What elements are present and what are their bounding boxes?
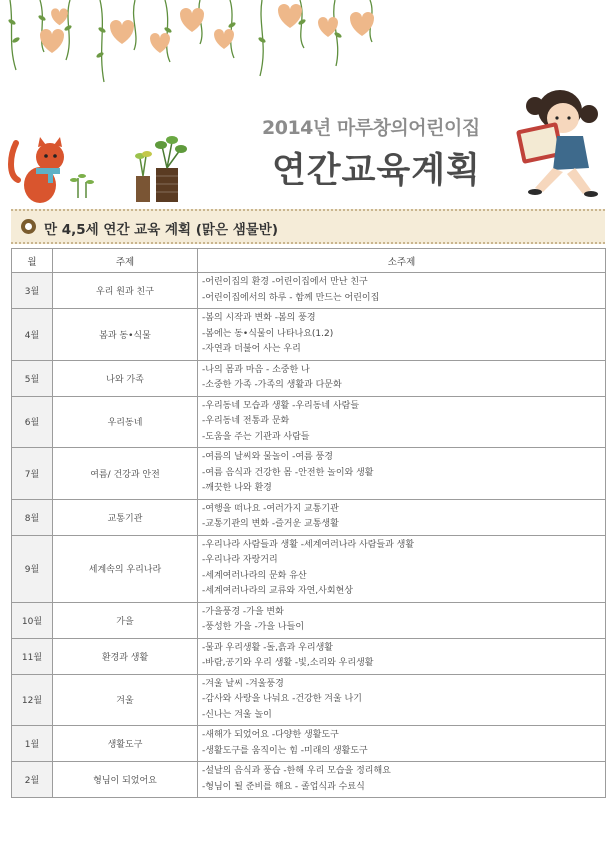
subtopic-line: -우리동네 전통과 문화 — [202, 416, 290, 426]
subtopic-line: -겨울 날씨 -겨울풍경 — [202, 678, 284, 689]
month-cell: 9월 — [12, 535, 53, 602]
table-row — [12, 448, 606, 500]
column-header-subtopics: 소주제 — [198, 249, 606, 273]
column-header-month: 월 — [12, 249, 53, 273]
month-cell: 5월 — [12, 360, 53, 396]
table-row — [12, 726, 606, 762]
subtopic-line: -여름의 날씨와 물놀이 -여름 풍경 — [202, 452, 333, 462]
month-cell: 2월 — [12, 762, 53, 798]
subtopics-cell — [198, 638, 606, 674]
section-title: 만 4,5세 연간 교육 계획 (맑은 샘물반) — [44, 222, 278, 238]
annual-plan-table — [11, 248, 606, 798]
topic-cell: 환경과 생활 — [53, 638, 198, 674]
subtopic-line: -나의 몸과 마음 - 소중한 나 — [202, 364, 310, 375]
table-row — [12, 602, 606, 638]
month-cell: 4월 — [12, 309, 53, 361]
subtopics-cell — [198, 602, 606, 638]
subtopic-line: -생활도구를 움직이는 힘 -미래의 생활도구 — [202, 745, 368, 756]
subtopic-line: -여름 음식과 건강한 몸 -안전한 놀이와 생활 — [202, 467, 374, 478]
subtopic-line: -우리나라 사람들과 생활 -세계여러나라 사람들과 생활 — [202, 539, 415, 550]
table-row — [12, 309, 606, 361]
subtopic-line: -봄에는 동•식물이 나타나요(1.2) — [202, 328, 334, 339]
reading-girl-illustration — [505, 88, 613, 203]
month-cell: 6월 — [12, 396, 53, 448]
subtopic-line: -우리동네 모습과 생활 -우리동네 사람들 — [202, 400, 360, 411]
section-title-bar — [11, 209, 605, 244]
month-cell: 3월 — [12, 273, 53, 309]
subtopic-line: -어린이집에서의 하루 - 함께 만드는 어린이집 — [202, 292, 380, 303]
subtopic-line: -깨끗한 나와 환경 — [202, 483, 272, 493]
subtopic-line: -봄의 시작과 변화 -봄의 풍경 — [202, 313, 316, 323]
topic-cell: 겨울 — [53, 674, 198, 726]
month-cell: 1월 — [12, 726, 53, 762]
subtopics-cell — [198, 309, 606, 361]
subtopics-cell — [198, 535, 606, 602]
topic-cell: 가을 — [53, 602, 198, 638]
month-cell: 8월 — [12, 499, 53, 535]
page-title: 연간교육계획 — [272, 151, 481, 191]
subtopics-cell — [198, 499, 606, 535]
subtopics-cell — [198, 762, 606, 798]
topic-cell: 형님이 되었어요 — [53, 762, 198, 798]
page-header — [0, 0, 613, 205]
subtopic-line: -형님이 될 준비를 해요 - 졸업식과 수료식 — [202, 781, 365, 792]
topic-cell: 나와 가족 — [53, 360, 198, 396]
subtopic-line: -여행을 떠나요 -여러가지 교통기관 — [202, 503, 339, 514]
topic-cell: 우리 원과 친구 — [53, 273, 198, 309]
topic-cell: 우리동네 — [53, 396, 198, 448]
subtopic-line: -새해가 되었어요 -다양한 생활도구 — [202, 730, 339, 740]
subtopics-cell — [198, 273, 606, 309]
subtopics-cell — [198, 448, 606, 500]
subtopic-line: -세계여러나라의 교류와 자연,사회현상 — [202, 586, 353, 596]
subtopic-line: -신나는 겨울 놀이 — [202, 709, 272, 720]
topic-cell: 봄과 동•식물 — [53, 309, 198, 361]
month-cell: 11월 — [12, 638, 53, 674]
circle-bullet-icon — [21, 219, 36, 234]
potted-plants-illustration — [68, 128, 193, 206]
subtopics-cell — [198, 674, 606, 726]
subtopic-line: -세계여러나라의 문화 유산 — [202, 570, 307, 581]
month-cell: 12월 — [12, 674, 53, 726]
subtopic-line: -우리나라 자랑거리 — [202, 555, 278, 565]
subtopics-cell — [198, 360, 606, 396]
table-row — [12, 360, 606, 396]
subtopic-line: -설날의 음식과 풍습 -한해 우리 모습을 정리해요 — [202, 766, 391, 776]
subtopic-line: -물과 우리생활 -돌,흙과 우리생활 — [202, 642, 333, 653]
table-row — [12, 273, 606, 309]
table-row — [12, 535, 606, 602]
month-cell: 7월 — [12, 448, 53, 500]
topic-cell: 여름/ 건강과 안전 — [53, 448, 198, 500]
table-row — [12, 762, 606, 798]
hanging-vines-illustration — [0, 0, 400, 110]
topic-cell: 세계속의 우리나라 — [53, 535, 198, 602]
column-header-topic: 주제 — [53, 249, 198, 273]
subtopic-line: -어린이집의 환경 -어린이집에서 만난 친구 — [202, 277, 368, 287]
red-cat-illustration — [8, 135, 76, 205]
table-row — [12, 638, 606, 674]
month-cell: 10월 — [12, 602, 53, 638]
table-header-row — [12, 249, 606, 273]
subtopic-line: -가을풍경 -가을 변화 — [202, 606, 284, 617]
subtopic-line: -풍성한 가을 -가을 나들이 — [202, 622, 305, 632]
table-row — [12, 499, 606, 535]
subtopic-line: -소중한 가족 -가족의 생활과 다문화 — [202, 380, 342, 390]
table-row — [12, 674, 606, 726]
table-row — [12, 396, 606, 448]
subtopics-cell — [198, 726, 606, 762]
topic-cell: 교통기관 — [53, 499, 198, 535]
page-subtitle: 2014년 마루창의어린이집 — [262, 117, 480, 139]
subtopics-cell — [198, 396, 606, 448]
subtopic-line: -자연과 더불어 사는 우리 — [202, 344, 301, 354]
subtopic-line: -감사와 사랑을 나눠요 -건강한 겨울 나기 — [202, 694, 362, 704]
topic-cell: 생활도구 — [53, 726, 198, 762]
subtopic-line: -바람,공기와 우리 생활 -빛,소리와 우리생활 — [202, 658, 374, 668]
subtopic-line: -교통기관의 변화 -즐거운 교통생활 — [202, 519, 339, 529]
subtopic-line: -도움을 주는 기관과 사람들 — [202, 431, 310, 442]
